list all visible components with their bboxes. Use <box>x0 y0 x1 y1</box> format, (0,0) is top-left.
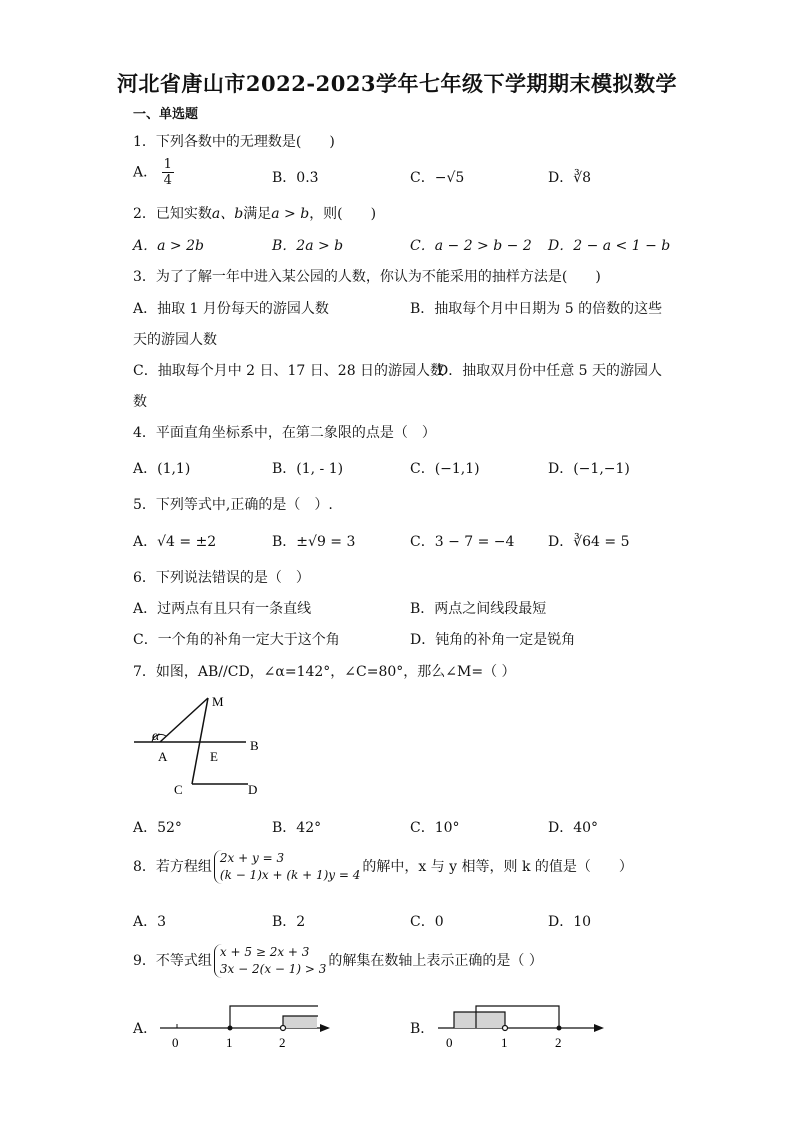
stem-text: ，则( ) <box>309 206 377 222</box>
q5-option-b[interactable]: B．±√9 = 3 <box>272 534 356 550</box>
inequality-system <box>214 944 327 978</box>
q5-option-d[interactable]: D．∛64 = 5 <box>548 534 630 550</box>
q4-option-c[interactable]: C．(−1,1) <box>410 461 480 477</box>
q3-option-b-continued: 天的游园人数 <box>133 332 217 348</box>
axis-arrow <box>320 1024 330 1032</box>
question-3-stem: 3．为了了解一年中进入某公园的人数，你认为不能采用的抽样方法是( ) <box>133 269 601 285</box>
tick-label: 0 <box>172 1035 179 1050</box>
q8-option-c[interactable]: C．0 <box>410 914 444 930</box>
q7-option-c[interactable]: C．10° <box>410 820 460 836</box>
q1-option-d[interactable]: D．∛8 <box>548 170 592 186</box>
question-7-stem: 7．如图，AB//CD，∠α=142°，∠C=80°，那么∠M=（ ） <box>133 664 516 680</box>
q3-option-a[interactable]: A．抽取 1 月份每天的游园人数 <box>133 301 329 317</box>
q4-option-d[interactable]: D．(−1,−1) <box>548 461 630 477</box>
solid-point <box>557 1026 562 1031</box>
inequality-1: x + 5 ≥ 2x + 3 <box>219 945 310 959</box>
denominator: 4 <box>163 173 172 188</box>
q5-option-c[interactable]: C．3 − 7 = −4 <box>410 534 515 550</box>
question-6-stem: 6．下列说法错误的是（ ） <box>133 570 310 586</box>
equation-2: (k − 1)x + (k + 1)y = 4 <box>219 868 361 882</box>
question-5-stem: 5．下列等式中,正确的是（ ）. <box>133 497 333 513</box>
shaded-region <box>454 1012 505 1028</box>
label-d: D <box>248 782 258 797</box>
q8-option-d[interactable]: D．10 <box>548 914 592 930</box>
tick-label: 0 <box>446 1035 453 1050</box>
equation-system <box>214 850 360 884</box>
label-m: M <box>212 694 224 709</box>
label-e: E <box>210 749 218 764</box>
q6-option-a[interactable]: A．过两点有且只有一条直线 <box>133 601 312 617</box>
tick-label: 1 <box>226 1035 233 1050</box>
tick-label: 2 <box>279 1035 286 1050</box>
q8-option-a[interactable]: A．3 <box>133 914 167 930</box>
q1-option-a[interactable] <box>133 157 174 188</box>
stem-text: 满足 <box>243 206 272 222</box>
stem-text: 9．不等式组 <box>133 953 212 969</box>
label-alpha: α <box>152 729 160 744</box>
q2-option-d[interactable]: D．2 − a < 1 − b <box>548 238 671 254</box>
q9-option-a-label[interactable]: A． <box>133 1021 158 1037</box>
q6-option-b[interactable]: B．两点之间线段最短 <box>410 601 547 617</box>
q6-option-d[interactable]: D．钝角的补角一定是锐角 <box>410 632 576 648</box>
q7-option-d[interactable]: D．40° <box>548 820 599 836</box>
option-label: A． <box>133 164 158 181</box>
equation-1: 2x + y = 3 <box>219 851 285 865</box>
hollow-point <box>503 1026 508 1031</box>
q6-option-c[interactable]: C．一个角的补角一定大于这个角 <box>133 632 340 648</box>
q3-option-c[interactable]: C．抽取每个月中 2 日、17 日、28 日的游园人数 <box>133 363 445 379</box>
stem-text: 的解中，x 与 y 相等，则 k 的值是（ ） <box>362 859 633 875</box>
question-2-stem <box>133 203 376 223</box>
q7-option-a[interactable]: A．52° <box>133 820 182 836</box>
q4-option-b[interactable]: B．(1, - 1) <box>272 461 344 477</box>
fraction <box>162 157 174 188</box>
question-9-stem <box>133 944 543 978</box>
numerator: 1 <box>163 157 172 172</box>
stem-condition: a > b <box>271 206 310 222</box>
q5-option-a[interactable]: A．√4 = ±2 <box>133 534 217 550</box>
inequality-2: 3x − 2(x − 1) > 3 <box>219 962 327 976</box>
stem-vars: a、b <box>211 206 244 222</box>
question-4-stem: 4．平面直角坐标系中，在第二象限的点是（ ） <box>133 425 436 441</box>
solid-point <box>228 1026 233 1031</box>
q9-option-b-label[interactable]: B． <box>410 1021 435 1037</box>
q2-option-a[interactable]: A．a > 2b <box>133 238 204 254</box>
number-line-b[interactable] <box>428 1000 613 1055</box>
section-heading: 一、单选题 <box>133 107 199 122</box>
q1-option-c[interactable]: C．−√5 <box>410 170 465 186</box>
hollow-point <box>281 1026 286 1031</box>
tick-label: 1 <box>501 1035 508 1050</box>
geometry-figure <box>130 690 270 805</box>
q8-option-b[interactable]: B．2 <box>272 914 306 930</box>
q1-option-b[interactable]: B．0.3̇ <box>272 170 319 186</box>
q7-option-b[interactable]: B．42° <box>272 820 322 836</box>
label-b: B <box>250 738 259 753</box>
q4-option-a[interactable]: A．(1,1) <box>133 461 191 477</box>
q3-option-d-continued: 数 <box>133 394 147 410</box>
page-title: 河北省唐山市2022-2023学年七年级下学期期末模拟数学 <box>116 71 678 96</box>
q2-option-c[interactable]: C．a − 2 > b − 2 <box>410 238 532 254</box>
q2-option-b[interactable]: B．2a > b <box>272 238 344 254</box>
tick-label: 2 <box>555 1035 562 1050</box>
q3-option-b[interactable]: B．抽取每个月中日期为 5 的倍数的这些 <box>410 301 663 317</box>
stem-text: 2．已知实数 <box>133 206 212 222</box>
label-a: A <box>158 749 168 764</box>
stem-text: 8．若方程组 <box>133 859 212 875</box>
question-8-stem <box>133 850 633 884</box>
stem-text: 的解集在数轴上表示正确的是（ ） <box>328 953 543 969</box>
label-c: C <box>174 782 183 797</box>
q3-option-d[interactable]: D．抽取双月份中任意 5 天的游园人 <box>437 363 663 379</box>
question-1-stem: 1．下列各数中的无理数是( ) <box>133 134 335 150</box>
number-line-a[interactable] <box>150 1000 340 1055</box>
shaded-region <box>283 1016 317 1028</box>
axis-arrow <box>594 1024 604 1032</box>
